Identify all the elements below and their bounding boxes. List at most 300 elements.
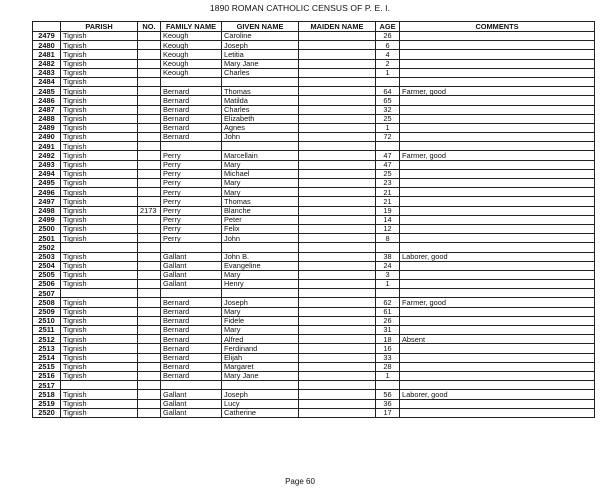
cell-id: 2481: [33, 50, 61, 59]
table-row: [33, 280, 595, 289]
cell-id: 2502: [33, 243, 61, 252]
cell-maiden-name: [299, 408, 376, 417]
cell-age: [376, 381, 400, 390]
cell-maiden-name: [299, 41, 376, 50]
cell-comments: Laborer, good: [400, 390, 595, 399]
cell-parish: Tignish: [61, 151, 138, 160]
cell-maiden-name: [299, 371, 376, 380]
cell-comments: Farmer, good: [400, 87, 595, 96]
cell-family-name: Keough: [161, 41, 222, 50]
table-row: [33, 96, 595, 105]
cell-age: 21: [376, 197, 400, 206]
cell-family-name: Bernard: [161, 335, 222, 344]
cell-id: 2500: [33, 224, 61, 233]
cell-family-name: Keough: [161, 68, 222, 77]
cell-maiden-name: [299, 151, 376, 160]
cell-parish: Tignish: [61, 68, 138, 77]
cell-maiden-name: [299, 243, 376, 252]
page-number: Page 60: [285, 477, 315, 486]
cell-no: [138, 408, 161, 417]
cell-comments: [400, 215, 595, 224]
cell-comments: [400, 344, 595, 353]
cell-maiden-name: [299, 179, 376, 188]
cell-id: 2489: [33, 123, 61, 132]
cell-family-name: [161, 142, 222, 151]
cell-given-name: Mary: [222, 179, 299, 188]
cell-comments: Absent: [400, 335, 595, 344]
cell-no: [138, 335, 161, 344]
cell-given-name: Fidele: [222, 316, 299, 325]
cell-no: 2173: [138, 206, 161, 215]
cell-given-name: Joseph: [222, 41, 299, 50]
cell-id: 2513: [33, 344, 61, 353]
table-row: [33, 270, 595, 279]
cell-given-name: Charles: [222, 105, 299, 114]
cell-parish: Tignish: [61, 105, 138, 114]
cell-family-name: Keough: [161, 59, 222, 68]
cell-age: 14: [376, 215, 400, 224]
cell-parish: Tignish: [61, 59, 138, 68]
cell-age: 8: [376, 234, 400, 243]
cell-id: 2495: [33, 179, 61, 188]
table-row: [33, 197, 595, 206]
cell-given-name: Lucy: [222, 399, 299, 408]
cell-given-name: Elijah: [222, 353, 299, 362]
cell-age: 36: [376, 399, 400, 408]
cell-maiden-name: [299, 188, 376, 197]
cell-age: [376, 243, 400, 252]
table-row: [33, 169, 595, 178]
cell-given-name: Elizabeth: [222, 114, 299, 123]
cell-given-name: Mary Jane: [222, 59, 299, 68]
cell-maiden-name: [299, 335, 376, 344]
table-row: [33, 371, 595, 380]
cell-no: [138, 390, 161, 399]
cell-id: 2512: [33, 335, 61, 344]
cell-no: [138, 399, 161, 408]
cell-no: [138, 179, 161, 188]
cell-given-name: Catherine: [222, 408, 299, 417]
cell-age: 33: [376, 353, 400, 362]
cell-comments: [400, 261, 595, 270]
cell-id: 2506: [33, 280, 61, 289]
cell-age: 23: [376, 179, 400, 188]
cell-age: 3: [376, 270, 400, 279]
cell-family-name: Perry: [161, 160, 222, 169]
cell-id: 2517: [33, 381, 61, 390]
cell-given-name: Peter: [222, 215, 299, 224]
cell-given-name: Henry: [222, 280, 299, 289]
cell-id: 2510: [33, 316, 61, 325]
cell-no: [138, 169, 161, 178]
cell-comments: [400, 408, 595, 417]
cell-id: 2519: [33, 399, 61, 408]
cell-given-name: Agnes: [222, 123, 299, 132]
cell-id: 2520: [33, 408, 61, 417]
header-id: [33, 22, 61, 32]
cell-no: [138, 261, 161, 270]
cell-given-name: Thomas: [222, 87, 299, 96]
cell-age: 17: [376, 408, 400, 417]
table-row: [33, 298, 595, 307]
cell-age: 16: [376, 344, 400, 353]
cell-given-name: Marcellain: [222, 151, 299, 160]
cell-given-name: [222, 77, 299, 86]
cell-comments: [400, 105, 595, 114]
cell-id: 2516: [33, 371, 61, 380]
cell-parish: Tignish: [61, 234, 138, 243]
cell-comments: [400, 114, 595, 123]
cell-family-name: Perry: [161, 224, 222, 233]
header-family-name: FAMILY NAME: [161, 22, 222, 32]
cell-age: 56: [376, 390, 400, 399]
header-parish: PARISH: [61, 22, 138, 32]
cell-id: 2483: [33, 68, 61, 77]
cell-family-name: Bernard: [161, 371, 222, 380]
table-row: [33, 50, 595, 59]
cell-age: [376, 142, 400, 151]
cell-parish: Tignish: [61, 179, 138, 188]
cell-age: 1: [376, 280, 400, 289]
cell-maiden-name: [299, 169, 376, 178]
cell-no: [138, 114, 161, 123]
table-row: [33, 151, 595, 160]
cell-given-name: Mary: [222, 160, 299, 169]
cell-parish: Tignish: [61, 298, 138, 307]
cell-family-name: Bernard: [161, 105, 222, 114]
cell-family-name: Bernard: [161, 362, 222, 371]
cell-parish: Tignish: [61, 307, 138, 316]
table-row: [33, 261, 595, 270]
cell-family-name: [161, 289, 222, 298]
cell-parish: [61, 381, 138, 390]
cell-given-name: Mary: [222, 307, 299, 316]
cell-maiden-name: [299, 96, 376, 105]
table-row: [33, 353, 595, 362]
cell-family-name: Bernard: [161, 316, 222, 325]
cell-no: [138, 188, 161, 197]
cell-no: [138, 234, 161, 243]
cell-maiden-name: [299, 59, 376, 68]
cell-age: 31: [376, 326, 400, 335]
cell-no: [138, 353, 161, 362]
cell-age: 26: [376, 32, 400, 41]
cell-parish: Tignish: [61, 280, 138, 289]
cell-maiden-name: [299, 50, 376, 59]
header-comments: COMMENTS: [400, 22, 595, 32]
cell-maiden-name: [299, 133, 376, 142]
cell-given-name: Margaret: [222, 362, 299, 371]
cell-family-name: Bernard: [161, 353, 222, 362]
table-row: [33, 252, 595, 261]
cell-id: 2492: [33, 151, 61, 160]
cell-maiden-name: [299, 289, 376, 298]
cell-no: [138, 243, 161, 252]
cell-comments: [400, 41, 595, 50]
cell-id: 2482: [33, 59, 61, 68]
cell-maiden-name: [299, 399, 376, 408]
cell-comments: [400, 169, 595, 178]
cell-maiden-name: [299, 344, 376, 353]
cell-no: [138, 105, 161, 114]
cell-no: [138, 32, 161, 41]
cell-parish: [61, 289, 138, 298]
header-given-name: GIVEN NAME: [222, 22, 299, 32]
cell-comments: [400, 234, 595, 243]
cell-parish: Tignish: [61, 390, 138, 399]
cell-id: 2486: [33, 96, 61, 105]
cell-family-name: Perry: [161, 188, 222, 197]
cell-parish: Tignish: [61, 87, 138, 96]
cell-given-name: John B.: [222, 252, 299, 261]
cell-no: [138, 87, 161, 96]
cell-no: [138, 252, 161, 261]
table-row: [33, 316, 595, 325]
cell-comments: [400, 197, 595, 206]
cell-comments: [400, 243, 595, 252]
cell-parish: Tignish: [61, 114, 138, 123]
cell-comments: [400, 362, 595, 371]
cell-given-name: Felix: [222, 224, 299, 233]
cell-parish: Tignish: [61, 252, 138, 261]
cell-age: 21: [376, 188, 400, 197]
cell-no: [138, 151, 161, 160]
cell-no: [138, 96, 161, 105]
cell-maiden-name: [299, 326, 376, 335]
table-row: [33, 32, 595, 41]
cell-maiden-name: [299, 215, 376, 224]
table-row: [33, 335, 595, 344]
cell-parish: Tignish: [61, 353, 138, 362]
cell-age: 38: [376, 252, 400, 261]
cell-family-name: Bernard: [161, 344, 222, 353]
cell-family-name: Bernard: [161, 123, 222, 132]
cell-id: 2490: [33, 133, 61, 142]
cell-id: 2505: [33, 270, 61, 279]
cell-no: [138, 307, 161, 316]
table-row: [33, 142, 595, 151]
table-row: [33, 123, 595, 132]
cell-maiden-name: [299, 123, 376, 132]
cell-family-name: Gallant: [161, 399, 222, 408]
cell-comments: [400, 96, 595, 105]
cell-maiden-name: [299, 381, 376, 390]
cell-parish: Tignish: [61, 261, 138, 270]
header-row: [33, 22, 595, 32]
cell-age: 19: [376, 206, 400, 215]
cell-no: [138, 381, 161, 390]
cell-parish: Tignish: [61, 123, 138, 132]
cell-family-name: Bernard: [161, 326, 222, 335]
cell-comments: [400, 206, 595, 215]
cell-parish: Tignish: [61, 224, 138, 233]
cell-parish: Tignish: [61, 50, 138, 59]
cell-age: 26: [376, 316, 400, 325]
cell-comments: Farmer, good: [400, 298, 595, 307]
cell-family-name: Bernard: [161, 96, 222, 105]
cell-family-name: Gallant: [161, 390, 222, 399]
cell-maiden-name: [299, 206, 376, 215]
cell-maiden-name: [299, 105, 376, 114]
cell-given-name: Blanche: [222, 206, 299, 215]
cell-id: 2514: [33, 353, 61, 362]
cell-given-name: Caroline: [222, 32, 299, 41]
cell-family-name: Perry: [161, 234, 222, 243]
cell-comments: [400, 59, 595, 68]
cell-no: [138, 215, 161, 224]
cell-parish: Tignish: [61, 344, 138, 353]
cell-parish: Tignish: [61, 197, 138, 206]
cell-maiden-name: [299, 32, 376, 41]
cell-maiden-name: [299, 298, 376, 307]
cell-maiden-name: [299, 261, 376, 270]
cell-comments: [400, 316, 595, 325]
cell-parish: Tignish: [61, 270, 138, 279]
table-row: [33, 77, 595, 86]
cell-id: 2494: [33, 169, 61, 178]
table-row: [33, 188, 595, 197]
cell-id: 2480: [33, 41, 61, 50]
cell-parish: Tignish: [61, 96, 138, 105]
cell-parish: Tignish: [61, 316, 138, 325]
cell-no: [138, 142, 161, 151]
cell-maiden-name: [299, 316, 376, 325]
cell-parish: Tignish: [61, 408, 138, 417]
cell-id: 2497: [33, 197, 61, 206]
cell-age: 2: [376, 59, 400, 68]
table-row: [33, 234, 595, 243]
cell-id: 2479: [33, 32, 61, 41]
cell-id: 2507: [33, 289, 61, 298]
cell-no: [138, 289, 161, 298]
cell-family-name: [161, 77, 222, 86]
cell-given-name: Mary: [222, 326, 299, 335]
cell-age: 47: [376, 160, 400, 169]
cell-given-name: Evangeline: [222, 261, 299, 270]
cell-maiden-name: [299, 142, 376, 151]
cell-family-name: Bernard: [161, 307, 222, 316]
cell-given-name: Mary Jane: [222, 371, 299, 380]
cell-comments: [400, 123, 595, 132]
cell-given-name: Ferdinand: [222, 344, 299, 353]
cell-comments: Laborer, good: [400, 252, 595, 261]
cell-family-name: Gallant: [161, 252, 222, 261]
cell-given-name: [222, 243, 299, 252]
table-row: [33, 390, 595, 399]
cell-maiden-name: [299, 353, 376, 362]
cell-family-name: Gallant: [161, 261, 222, 270]
cell-no: [138, 224, 161, 233]
cell-family-name: Gallant: [161, 408, 222, 417]
cell-no: [138, 123, 161, 132]
cell-id: 2511: [33, 326, 61, 335]
cell-family-name: Gallant: [161, 270, 222, 279]
cell-comments: [400, 179, 595, 188]
cell-comments: [400, 160, 595, 169]
table-row: [33, 215, 595, 224]
cell-maiden-name: [299, 160, 376, 169]
cell-no: [138, 270, 161, 279]
cell-comments: [400, 280, 595, 289]
cell-family-name: Perry: [161, 179, 222, 188]
cell-age: [376, 77, 400, 86]
cell-age: 1: [376, 68, 400, 77]
table-row: [33, 105, 595, 114]
cell-given-name: Joseph: [222, 390, 299, 399]
cell-family-name: Perry: [161, 215, 222, 224]
cell-comments: [400, 50, 595, 59]
table-row: [33, 289, 595, 298]
table-row: [33, 87, 595, 96]
cell-family-name: Perry: [161, 206, 222, 215]
cell-parish: Tignish: [61, 77, 138, 86]
cell-given-name: Mary: [222, 188, 299, 197]
table-row: [33, 68, 595, 77]
table-row: [33, 59, 595, 68]
cell-comments: [400, 188, 595, 197]
cell-parish: Tignish: [61, 399, 138, 408]
cell-parish: Tignish: [61, 41, 138, 50]
cell-parish: Tignish: [61, 169, 138, 178]
cell-age: 62: [376, 298, 400, 307]
table-row: [33, 114, 595, 123]
cell-id: 2518: [33, 390, 61, 399]
cell-id: 2496: [33, 188, 61, 197]
cell-age: 25: [376, 114, 400, 123]
census-table: [32, 21, 595, 418]
cell-given-name: Thomas: [222, 197, 299, 206]
cell-age: 4: [376, 50, 400, 59]
cell-family-name: Perry: [161, 197, 222, 206]
cell-age: 1: [376, 371, 400, 380]
cell-id: 2498: [33, 206, 61, 215]
cell-parish: Tignish: [61, 326, 138, 335]
cell-no: [138, 326, 161, 335]
cell-maiden-name: [299, 252, 376, 261]
cell-comments: [400, 224, 595, 233]
cell-maiden-name: [299, 197, 376, 206]
cell-age: 65: [376, 96, 400, 105]
cell-id: 2509: [33, 307, 61, 316]
cell-family-name: Perry: [161, 169, 222, 178]
cell-family-name: Bernard: [161, 114, 222, 123]
cell-id: 2487: [33, 105, 61, 114]
cell-no: [138, 59, 161, 68]
cell-family-name: Gallant: [161, 280, 222, 289]
table-row: [33, 224, 595, 233]
cell-id: 2484: [33, 77, 61, 86]
cell-id: 2501: [33, 234, 61, 243]
cell-comments: [400, 371, 595, 380]
cell-maiden-name: [299, 234, 376, 243]
cell-no: [138, 160, 161, 169]
cell-no: [138, 197, 161, 206]
cell-maiden-name: [299, 270, 376, 279]
page-title: 1890 ROMAN CATHOLIC CENSUS OF P. E. I.: [209, 3, 391, 13]
cell-no: [138, 41, 161, 50]
cell-id: 2499: [33, 215, 61, 224]
table-row: [33, 206, 595, 215]
cell-family-name: [161, 243, 222, 252]
cell-age: 18: [376, 335, 400, 344]
cell-given-name: Letitia: [222, 50, 299, 59]
cell-given-name: Charles: [222, 68, 299, 77]
cell-parish: [61, 243, 138, 252]
cell-no: [138, 68, 161, 77]
cell-given-name: Matilda: [222, 96, 299, 105]
cell-age: 6: [376, 41, 400, 50]
cell-maiden-name: [299, 77, 376, 86]
